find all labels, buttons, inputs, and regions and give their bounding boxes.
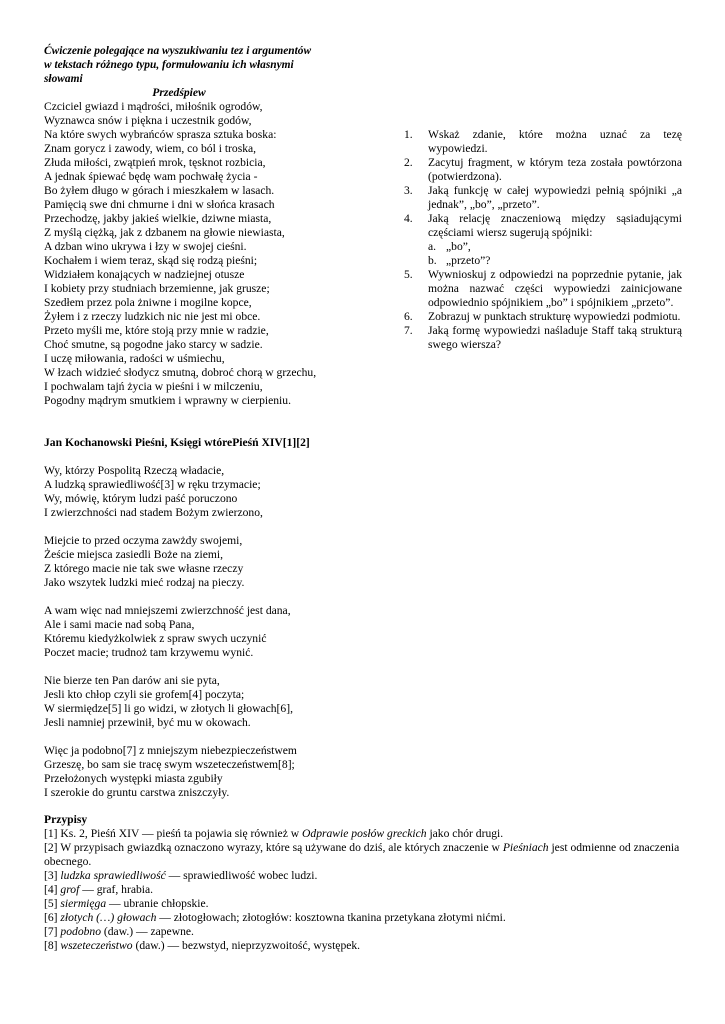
- footnote-text: jako chór drugi.: [426, 827, 504, 840]
- sub-question-text: „przeto”?: [446, 254, 491, 267]
- footnote-item: [44, 897, 684, 911]
- sub-question-item: [400, 240, 682, 254]
- footnote-text: jest odmienne od znaczenia obecnego.: [44, 841, 680, 868]
- poem-line: Któremu kiedyżkolwiek z spraw swych uczynić: [44, 632, 267, 645]
- heading-line: w tekstach różnego typu, formułowaniu ich własnymi: [44, 59, 294, 71]
- stanza: [44, 674, 394, 730]
- footnote-item: [44, 869, 684, 883]
- footnote-text: [1] Ks. 2, Pieśń XIV — pieśń ta pojawia się również w: [44, 827, 303, 840]
- footnote-text: (daw.) — zapewne.: [101, 925, 194, 938]
- sub-question-letter: a.: [428, 240, 437, 253]
- footnote-text: [2] W przypisach gwiazdką oznaczono wyrazy, które są używane do dziś, ale których znaczenie w: [44, 841, 503, 854]
- kochanowski-title: Jan Kochanowski Pieśni, Księgi wtórePieśń XIV[1][2]: [44, 436, 310, 449]
- poem-line: A dzban wino ukrywa i łzy w swojej cieśni.: [44, 240, 247, 253]
- footnote-text: — sprawiedliwość wobec ludzi.: [165, 869, 318, 882]
- question-item: [400, 156, 682, 184]
- question-item: [400, 184, 682, 212]
- footnote-text: [8]: [44, 939, 61, 952]
- poem-line: Żeście miejsca zasiedli Boże na ziemi,: [44, 548, 223, 561]
- poem-line: Wy, którzy Pospolitą Rzeczą władacie,: [44, 464, 225, 477]
- poem-line: Więc ja podobno[7] z mniejszym niebezpieczeństwem: [44, 744, 297, 757]
- stanza: [44, 534, 394, 590]
- poem-line: A jednak śpiewać będę wam pochwałę życia -: [44, 170, 258, 183]
- question-number: 3.: [404, 184, 413, 197]
- poem-line: Ale i sami macie nad sobą Pana,: [44, 618, 195, 631]
- poem-line: Jesli namniej przewinił, być mu w okowach.: [44, 716, 251, 729]
- footnote-text: [5]: [44, 897, 61, 910]
- sub-question-letter: b.: [428, 254, 437, 267]
- question-text: Jaką relację znaczeniową między sąsiadującymi częściami wiersz sugerują spójniki:: [428, 212, 682, 239]
- poem-line: Z myślą ciężką, jak z dzbanem na głowie niewiasta,: [44, 226, 285, 239]
- sub-question-item: [400, 254, 682, 268]
- heading-line: Ćwiczenie polegające na wyszukiwaniu tez i argumentów: [44, 45, 312, 57]
- footnote-text: [7]: [44, 925, 61, 938]
- question-item: [400, 310, 682, 324]
- footnote-text: [3]: [44, 869, 61, 882]
- question-number: 5.: [404, 268, 413, 281]
- stanza: [44, 744, 394, 800]
- poem-title: Przedśpiew: [152, 86, 206, 99]
- poem-piesn-xiv: [44, 464, 394, 814]
- question-text: Wywnioskuj z odpowiedzi na poprzednie pytanie, jak można nazwać części wypowiedzi zainicjowane odpowiednio spójnikiem „bo” i spójnikiem „przeto”.: [428, 268, 682, 309]
- footnotes-section: [44, 813, 684, 953]
- poem-line: Pamięcią swe dni chmurne i dni w słońca krasach: [44, 198, 275, 211]
- questions-list: [400, 128, 682, 352]
- footnote-emphasis: Pieśniach: [502, 841, 549, 854]
- footnote-emphasis: podobno: [60, 925, 101, 938]
- question-text: Zacytuj fragment, w którym teza została powtórzona (potwierdzona).: [428, 156, 682, 183]
- question-number: 7.: [404, 324, 413, 337]
- question-number: 1.: [404, 128, 413, 141]
- poem-line: Złuda miłości, zwątpień mrok, tęsknot rozbicia,: [44, 156, 266, 169]
- poem-line: I kobiety przy studniach brzemienne, jak grusze;: [44, 282, 270, 295]
- poem-line: Żyłem i z rzeczy ludzkich nic nie jest mi obce.: [44, 310, 261, 323]
- question-text: Wskaż zdanie, które można uznać za tezę wypowiedzi.: [428, 128, 682, 155]
- heading-line: słowami: [44, 73, 83, 85]
- poem-line: Grzeszę, bo sam sie tracę swym wszeteczeństwem[8];: [44, 758, 295, 771]
- poem-line: Wy, mówię, którym ludzi paść poruczono: [44, 492, 238, 505]
- poem-line: Z którego macie nie tak swe własne rzeczy: [44, 562, 244, 575]
- footnote-emphasis: grof: [60, 883, 80, 896]
- question-number: 4.: [404, 212, 413, 225]
- poem-line: I zwierzchności nad stadem Bożym zwierzono,: [44, 506, 263, 519]
- footnote-item: [44, 883, 684, 897]
- poem-line: Szedłem przez pola żniwne i mogilne kopce,: [44, 296, 252, 309]
- poem-line: Na które swych wybrańców sprasza sztuka boska:: [44, 128, 277, 141]
- question-item: [400, 324, 682, 352]
- footnote-emphasis: ludzka sprawiedliwość: [60, 869, 166, 882]
- sub-question-text: „bo”,: [446, 240, 471, 253]
- question-text: Zobrazuj w punktach strukturę wypowiedzi podmiotu.: [428, 310, 681, 323]
- poem-line: Choć smutne, są pogodne jako starcy w sadzie.: [44, 338, 263, 351]
- footnote-emphasis: Odprawie posłów greckich: [302, 827, 427, 840]
- poem-line: W siermiędze[5] li go widzi, w złotych li głowach[6],: [44, 702, 293, 715]
- question-item: [400, 268, 682, 310]
- exercise-heading: [44, 44, 344, 86]
- poem-line: Bo żyłem długo w górach i mieszkałem w lasach.: [44, 184, 275, 197]
- poem-line: Miejcie to przed oczyma zawżdy swojemi,: [44, 534, 243, 547]
- poem-line: Przełożonych występki miasta zgubiły: [44, 772, 223, 785]
- footnote-text: (daw.) — bezwstyd, nieprzyzwoitość, występek.: [132, 939, 361, 952]
- poem-przedspiew: [44, 100, 394, 408]
- question-text: Jaką funkcję w całej wypowiedzi pełnią spójniki „a jednak”, „bo”, „przeto”.: [428, 184, 682, 211]
- poem-line: Nie bierze ten Pan darów ani sie pyta,: [44, 674, 220, 687]
- footnote-item: [44, 827, 684, 841]
- poem-line: Pogodny mądrym smutkiem i wprawny w cierpieniu.: [44, 394, 291, 407]
- footnote-item: [44, 939, 684, 953]
- footnote-item: [44, 925, 684, 939]
- poem-line: Wyznawca snów i piękna i uczestnik godów,: [44, 114, 252, 127]
- poem-line: Kochałem i wiem teraz, skąd się rodzą pieśni;: [44, 254, 258, 267]
- poem-line: Przeto myśli me, które stoją przy mnie w radzie,: [44, 324, 269, 337]
- poem-line: A ludzką sprawiedliwość[3] w ręku trzymacie;: [44, 478, 261, 491]
- question-item: [400, 212, 682, 240]
- question-number: 2.: [404, 156, 413, 169]
- poem-line: Jako wszytek ludzki mieć rodzaj na pieczy.: [44, 576, 245, 589]
- footnote-emphasis: wszeteczeństwo: [60, 939, 133, 952]
- footnotes-title: Przypisy: [44, 813, 88, 826]
- poem-line: Znam gorycz i zawody, wiem, co ból i troska,: [44, 142, 257, 155]
- footnote-text: [6]: [44, 911, 61, 924]
- footnote-item: [44, 911, 684, 925]
- footnote-emphasis: złotych (…) głowach: [60, 911, 157, 924]
- poem-line: Jesli kto chłop czyli sie grofem[4] poczyta;: [44, 688, 245, 701]
- poem-line: Czciciel gwiazd i mądrości, miłośnik ogrodów,: [44, 100, 263, 113]
- poem-line: Widziałem konających w nadziejnej otusze: [44, 268, 245, 281]
- poem-line: W łzach widzieć słodycz smutną, dobroć chorą w grzechu,: [44, 366, 317, 379]
- poem-line: I uczę miłowania, radości w uśmiechu,: [44, 352, 225, 365]
- question-text: Jaką formę wypowiedzi naśladuje Staff taką strukturą swego wiersza?: [428, 324, 682, 351]
- footnote-emphasis: siermięga: [60, 897, 107, 910]
- poem-line: Przechodzę, jakby jakieś wielkie, dziwne miasta,: [44, 212, 272, 225]
- poem-line: I szerokie do gruntu carstwa zniszczyły.: [44, 786, 230, 799]
- question-item: [400, 128, 682, 156]
- footnote-text: [4]: [44, 883, 61, 896]
- stanza: [44, 604, 394, 660]
- stanza: [44, 464, 394, 520]
- footnote-item: [44, 841, 684, 869]
- poem-line: A wam więc nad mniejszemi zwierzchność jest dana,: [44, 604, 291, 617]
- footnote-text: — graf, hrabia.: [79, 883, 154, 896]
- poem-line: Poczet macie; trudnoż tam krzywemu wynić.: [44, 646, 254, 659]
- poem-line: I pochwalam tajń życia w pieśni i w milczeniu,: [44, 380, 263, 393]
- footnote-text: — ubranie chłopskie.: [106, 897, 209, 910]
- footnote-text: — złotogłowach; złotogłów: kosztowna tkanina przetykana złotymi nićmi.: [156, 911, 506, 924]
- question-number: 6.: [404, 310, 413, 323]
